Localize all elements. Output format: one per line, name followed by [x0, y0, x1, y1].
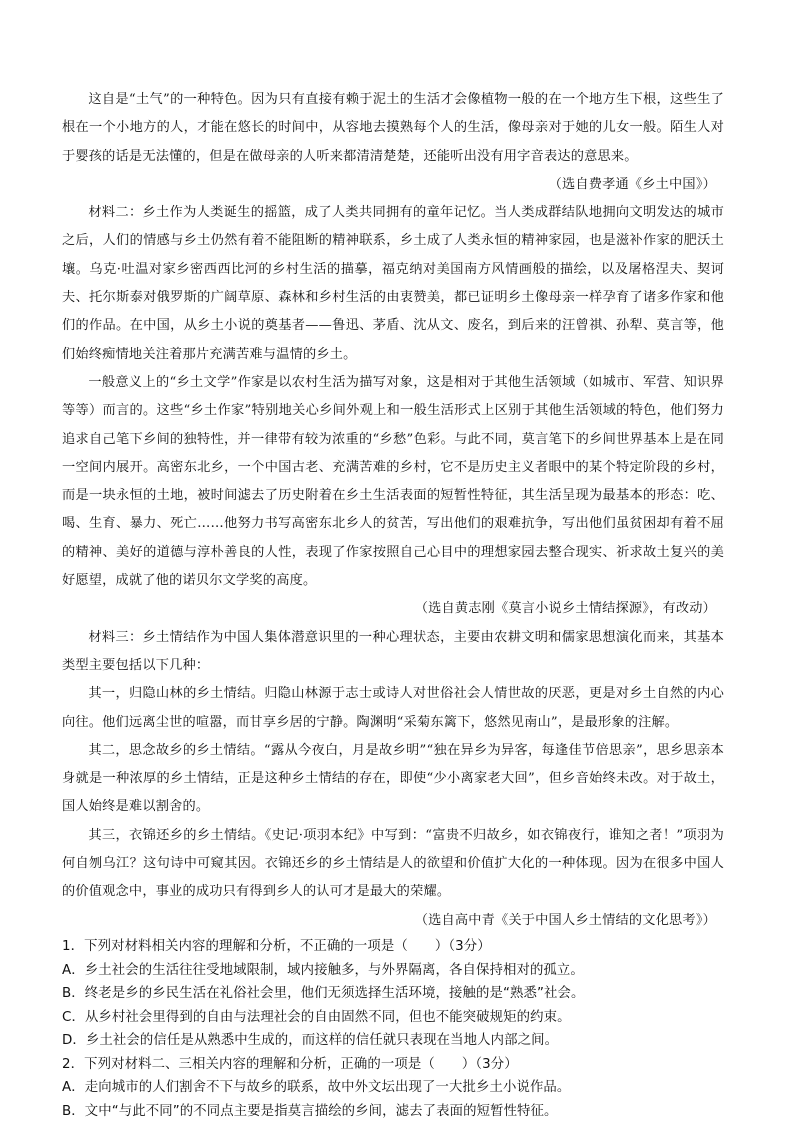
question-1-option-c: C．从乡村社会里得到的自由与法理社会的自由固然不同，但也不能突破规矩的约束。 — [62, 1009, 571, 1025]
question-1-option-d: D．乡土社会的信任是从熟悉中生成的，而这样的信任就只表现在当地人内部之间。 — [62, 1033, 559, 1049]
passage-paragraph-7: 其三，衣锦还乡的乡土情结。《史记·项羽本纪》中写到：“富贵不归故乡，如衣锦夜行，谁知之者！”项羽为何自刎乌江？这句诗中可窥其因。衣锦还乡的乡土情结是人的欲望和价值扩大化的一种体现。因为在很多中国人的价值观念中，事业的成功只有得到乡人的认可才是最大的荣耀。 — [62, 827, 724, 900]
passage-paragraph-3: 一般意义上的“乡土文学”作家是以农村生活为描写对象，这是相对于其他生活领域（如城市、军营、知识界等等）而言的。这些“乡土作家”特别地关心乡间外观上和一般生活形式上区别于其他生活领域的特色，他们努力追求自己笔下乡间的独特性，并一律带有较为浓重的“乡愁”色彩。与此不同，莫言笔下的乡间世界基本上是在同一空间内展开。高密东北乡，一个中国古老、充满苦难的乡村，它不是历史主义者眼中的某个特定阶段的乡村，而是一块永恒的土地，被时间滤去了历史附着在乡土生活表面的短暂性特征，其生活呈现为最基本的形态：吃、喝、生育、暴力、死亡……他努力书写高密东北乡人的贫苦，写出他们的艰难抗争，写出他们虽贫困却有着不屈的精神、美好的道德与淳朴善良的人性，表现了作家按照自己心目中的理想家园去整合现实、祈求故土复兴的美好愿望，成就了他的诺贝尔文学奖的高度。 — [62, 374, 724, 589]
passage-source-1: （选自费孝通《乡土中国》） — [548, 176, 716, 192]
passage-paragraph-2: 材料二：乡土作为人类诞生的摇篮，成了人类共同拥有的童年记忆。当人类成群结队地拥向文明发达的城市之后，人们的情感与乡土仍然有着不能阻断的精神联系，乡土成了人类永恒的精神家园，也是滋补作家的肥沃土壤。乌克·吐温对家乡密西西比河的乡村生活的描摹，福克纳对美国南方风情画般的描绘，以及屠格涅夫、契诃夫、托尔斯泰对俄罗斯的广阔草原、森林和乡村生活的由衷赞美，都已证明乡土像母亲一样孕育了诸多作家和他们的作品。在中国，从乡土小说的奠基者——鲁迅、茅盾、沈从文、废名，到后来的汪曾祺、孙犁、莫言等，他们始终痴情地关注着那片充满苦难与温情的乡土。 — [62, 205, 724, 362]
passage-source-3: （选自高中青《关于中国人乡土情结的文化思考》） — [414, 912, 716, 928]
passage-source-2: （选自黄志刚《莫言小说乡土情结探源》，有改动） — [414, 601, 716, 617]
question-1-stem: 1．下列对材料相关内容的理解和分析，不正确的一项是（ ）（3分） — [62, 938, 491, 954]
question-2-option-a: A．走向城市的人们割舍不下与故乡的联系，故中外文坛出现了一大批乡土小说作品。 — [62, 1080, 571, 1096]
question-1-option-a: A．乡土社会的生活往往受地域限制，域内接触多，与外界隔离，各自保持相对的孤立。 — [62, 962, 584, 978]
passage-paragraph-6: 其二，思念故乡的乡土情结。“露从今夜白，月是故乡明”“独在异乡为异客，每逢佳节倍思亲”，思乡思亲本身就是一种浓厚的乡土情结，正是这种乡土情结的存在，即使“少小离家老大回”，但乡音始终未改。对于故土，国人始终是难以割舍的。 — [62, 742, 724, 815]
passage-paragraph-5: 其一，归隐山林的乡土情结。归隐山林源于志士或诗人对世俗社会人情世故的厌恶，更是对乡土自然的内心向往。他们远离尘世的喧嚣，而甘享乡居的宁静。陶渊明“采菊东篱下，悠然见南山”，是最形象的注解。 — [62, 686, 724, 730]
question-2-stem: 2．下列对材料二、三相关内容的理解和分析，正确的一项是（ ）（3分） — [62, 1056, 518, 1072]
passage-paragraph-1: 这自是“土气”的一种特色。因为只有直接有赖于泥土的生活才会像植物一般的在一个地方生下根，这些生了根在一个小地方的人，才能在悠长的时间中，从容地去摸熟每个人的生活，像母亲对于她的儿女一般。陌生人对于婴孩的话是无法懂的，但是在做母亲的人听来都清清楚楚，还能听出没有用字音表达的意思来。 — [62, 92, 724, 164]
question-2-option-b: B．文中“与此不同”的不同点主要是指莫言描绘的乡间，滤去了表面的短暂性特征。 — [62, 1104, 558, 1120]
passage-paragraph-4: 材料三：乡土情结作为中国人集体潜意识里的一种心理状态，主要由农耕文明和儒家思想演化而来，其基本类型主要包括以下几种： — [62, 629, 724, 673]
question-1-option-b: B．终老是乡的乡民生活在礼俗社会里，他们无须选择生活环境，接触的是“熟悉”社会。 — [62, 986, 585, 1002]
